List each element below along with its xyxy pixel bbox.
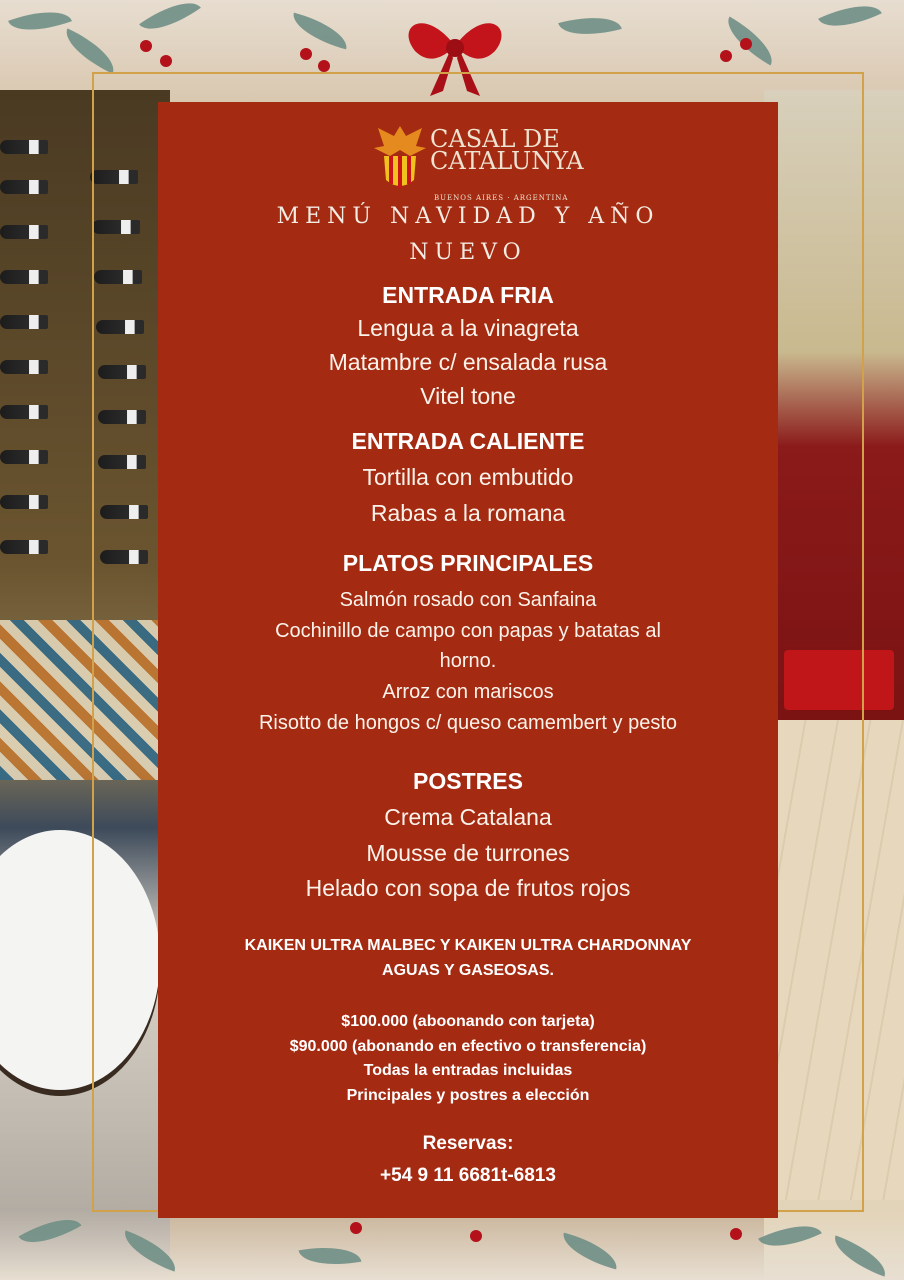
menu-item: Salmón rosado con Sanfaina [339,589,597,611]
berry-decoration [350,1222,362,1234]
brand-name-line2: CATALUNYA [430,147,584,175]
berry-decoration [720,50,732,62]
menu-title-line1: MENÚ NAVIDAD Y AÑO [276,204,660,229]
berry-decoration [140,40,152,52]
pricing-note-entradas: Todas la entradas incluidas [363,1062,573,1079]
menu-item: Mousse de turrones [366,840,570,866]
menu-title-line2: NUEVO [409,240,527,265]
section-heading-platos-principales: PLATOS PRINCIPALES [342,550,594,576]
drinks-line2: AGUAS Y GASEOSAS. [382,962,554,979]
menu-item: Matambre c/ ensalada rusa [328,349,608,375]
menu-item: Lengua a la vinagreta [357,315,579,341]
berry-decoration [740,38,752,50]
menu-item: Arroz con mariscos [382,681,554,703]
reservations-phone[interactable]: +54 9 11 6681t-6813 [380,1165,556,1186]
menu-item: Vitel tone [420,383,516,409]
menu-item: Cochinillo de campo con papas y batatas al [275,620,661,642]
drinks-line1: KAIKEN ULTRA MALBEC Y KAIKEN ULTRA CHARDONNAY [244,937,692,954]
menu-item: Crema Catalana [384,804,552,830]
price-card: $100.000 (aboonando con tarjeta) [341,1013,595,1030]
section-heading-entrada-fria: ENTRADA FRIA [382,282,554,308]
berry-decoration [318,60,330,72]
brand-subtitle: BUENOS AIRES · ARGENTINA [434,194,569,202]
menu-item: Rabas a la romana [370,500,566,526]
berry-decoration [730,1228,742,1240]
price-cash: $90.000 (abonando en efectivo o transferencia) [289,1038,647,1055]
section-heading-postres: POSTRES [413,768,523,794]
section-heading-entrada-caliente: ENTRADA CALIENTE [351,428,585,454]
brand-name-line1: CASAL DE [430,125,560,153]
pricing-note-principales: Principales y postres a elección [346,1087,590,1104]
menu-item: Risotto de hongos c/ queso camembert y pesto [258,712,677,734]
menu-item: horno. [439,650,497,672]
berry-decoration [470,1230,482,1242]
reservations-label: Reservas: [422,1133,514,1154]
menu-item: Tortilla con embutido [362,464,574,490]
logo [372,122,584,202]
berry-decoration [300,48,312,60]
brand-name [430,125,584,175]
eagle-crest-icon [372,122,428,192]
menu-item: Helado con sopa de frutos rojos [305,875,631,901]
berry-decoration [160,55,172,67]
